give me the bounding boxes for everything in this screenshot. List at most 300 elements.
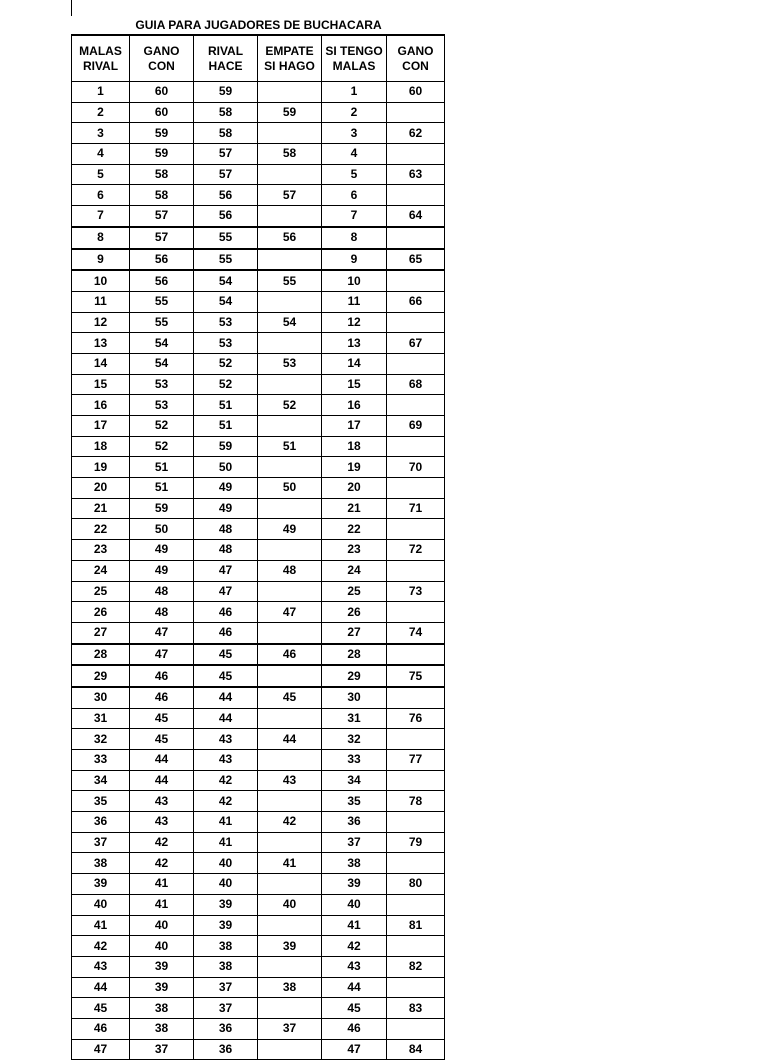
- table-cell: 19: [72, 457, 130, 478]
- table-cell: 76: [387, 708, 445, 729]
- table-row: [72, 622, 445, 643]
- table-cell: [258, 291, 322, 312]
- table-cell: 46: [72, 1018, 130, 1039]
- table-row: [72, 602, 445, 623]
- table-cell: 57: [194, 164, 258, 185]
- table-cell: 48: [194, 519, 258, 540]
- table-cell: 31: [322, 708, 387, 729]
- table-row: [72, 1018, 445, 1039]
- table-cell: 58: [130, 185, 194, 206]
- table-cell: 78: [387, 791, 445, 812]
- table-cell: 36: [194, 1018, 258, 1039]
- table-cell: 46: [194, 602, 258, 623]
- table-cell: 54: [130, 333, 194, 354]
- table-cell: 6: [322, 185, 387, 206]
- table-cell: 60: [130, 82, 194, 103]
- table-cell: 19: [322, 457, 387, 478]
- header-row: [72, 35, 445, 82]
- table-cell: 56: [130, 249, 194, 271]
- table-cell: 40: [258, 894, 322, 915]
- table-cell: 34: [72, 770, 130, 791]
- table-row: [72, 82, 445, 103]
- table-row: [72, 956, 445, 977]
- table-cell: 29: [322, 665, 387, 687]
- table-cell: 36: [322, 812, 387, 833]
- table-cell: [258, 206, 322, 227]
- table-cell: 58: [130, 164, 194, 185]
- table-cell: 52: [130, 436, 194, 457]
- table-cell: [387, 478, 445, 499]
- table-cell: 47: [130, 644, 194, 666]
- col-header-rival-hace: [194, 35, 258, 82]
- table-row: [72, 915, 445, 936]
- table-cell: 9: [322, 249, 387, 271]
- table-cell: 32: [72, 729, 130, 750]
- table-cell: 41: [130, 874, 194, 895]
- table-row: [72, 770, 445, 791]
- table-cell: 37: [194, 977, 258, 998]
- table-cell: [387, 144, 445, 165]
- table-cell: 6: [72, 185, 130, 206]
- table-row: [72, 1039, 445, 1060]
- table-cell: [387, 853, 445, 874]
- table-cell: 43: [194, 750, 258, 771]
- table-cell: [258, 457, 322, 478]
- table-row: [72, 832, 445, 853]
- table-cell: 36: [72, 812, 130, 833]
- table-cell: 30: [322, 687, 387, 708]
- table-cell: 59: [130, 144, 194, 165]
- table-cell: 43: [322, 956, 387, 977]
- table-cell: 69: [387, 416, 445, 437]
- table-cell: 38: [322, 853, 387, 874]
- table-row: [72, 457, 445, 478]
- table-cell: [387, 560, 445, 581]
- table-row: [72, 102, 445, 123]
- table-cell: [258, 874, 322, 895]
- table-row: [72, 791, 445, 812]
- table-row: [72, 436, 445, 457]
- table-cell: 2: [322, 102, 387, 123]
- table-cell: 45: [130, 729, 194, 750]
- table-cell: 40: [130, 936, 194, 957]
- table-row: [72, 498, 445, 519]
- table-cell: [258, 665, 322, 687]
- table-cell: 59: [258, 102, 322, 123]
- table-cell: 26: [322, 602, 387, 623]
- table-cell: 37: [194, 998, 258, 1019]
- table-cell: 38: [258, 977, 322, 998]
- table-row: [72, 123, 445, 144]
- header-line: SI TENGO: [325, 43, 383, 58]
- table-cell: 80: [387, 874, 445, 895]
- table-cell: 52: [130, 416, 194, 437]
- table-cell: 23: [72, 540, 130, 561]
- header-line: RIVAL: [207, 43, 244, 58]
- col-header-empate-si-hago: [258, 35, 322, 82]
- table-cell: 25: [72, 581, 130, 602]
- table-cell: [387, 270, 445, 291]
- table-cell: [387, 729, 445, 750]
- table-cell: 24: [322, 560, 387, 581]
- table-cell: 13: [322, 333, 387, 354]
- table-cell: 47: [194, 560, 258, 581]
- table-cell: 20: [322, 478, 387, 499]
- header-line: GANO: [397, 43, 434, 58]
- table-row: [72, 812, 445, 833]
- table-cell: 43: [130, 791, 194, 812]
- page-title: GUIA PARA JUGADORES DE BUCHACARA: [135, 18, 382, 32]
- table-cell: 57: [130, 227, 194, 249]
- table-cell: 38: [194, 956, 258, 977]
- table-cell: 48: [130, 581, 194, 602]
- table-cell: [387, 353, 445, 374]
- table-cell: [387, 102, 445, 123]
- table-row: [72, 540, 445, 561]
- table-cell: 41: [130, 894, 194, 915]
- table-row: [72, 977, 445, 998]
- table-cell: [258, 123, 322, 144]
- table-cell: 47: [322, 1039, 387, 1060]
- table-cell: 8: [322, 227, 387, 249]
- table-row: [72, 478, 445, 499]
- table-row: [72, 750, 445, 771]
- table-cell: 32: [322, 729, 387, 750]
- table-cell: 59: [130, 498, 194, 519]
- table-cell: 3: [322, 123, 387, 144]
- table-cell: 74: [387, 622, 445, 643]
- table-cell: 38: [72, 853, 130, 874]
- table-cell: 79: [387, 832, 445, 853]
- table-row: [72, 416, 445, 437]
- table-cell: [387, 936, 445, 957]
- table-row: [72, 291, 445, 312]
- table-cell: 53: [194, 312, 258, 333]
- table-cell: [258, 498, 322, 519]
- table-cell: 56: [194, 206, 258, 227]
- table-cell: [258, 832, 322, 853]
- table-cell: 59: [194, 82, 258, 103]
- table-cell: 42: [322, 936, 387, 957]
- table-cell: [387, 436, 445, 457]
- table-cell: 43: [72, 956, 130, 977]
- table-cell: 39: [130, 956, 194, 977]
- table-cell: 83: [387, 998, 445, 1019]
- table-cell: 7: [72, 206, 130, 227]
- table-cell: 5: [322, 164, 387, 185]
- col-header-gano-con: [130, 35, 194, 82]
- table-cell: 37: [130, 1039, 194, 1060]
- table-row: [72, 874, 445, 895]
- table-cell: 30: [72, 687, 130, 708]
- table-cell: 11: [72, 291, 130, 312]
- table-cell: 42: [130, 853, 194, 874]
- table-row: [72, 185, 445, 206]
- header-line: RIVAL: [82, 58, 119, 73]
- table-cell: 39: [322, 874, 387, 895]
- table-cell: 33: [72, 750, 130, 771]
- table-cell: 39: [258, 936, 322, 957]
- table-cell: 42: [194, 791, 258, 812]
- table-cell: 37: [72, 832, 130, 853]
- header-line: MALAS: [79, 43, 122, 58]
- table-cell: 57: [258, 185, 322, 206]
- table-cell: 66: [387, 291, 445, 312]
- table-cell: 56: [258, 227, 322, 249]
- table-cell: 71: [387, 498, 445, 519]
- table-cell: 1: [322, 82, 387, 103]
- table-cell: [258, 1039, 322, 1060]
- table-row: [72, 395, 445, 416]
- table-cell: [258, 249, 322, 271]
- table-row: [72, 665, 445, 687]
- table-cell: 70: [387, 457, 445, 478]
- table-cell: 73: [387, 581, 445, 602]
- table-cell: 72: [387, 540, 445, 561]
- table-cell: 63: [387, 164, 445, 185]
- table-row: [72, 333, 445, 354]
- table-cell: 47: [194, 581, 258, 602]
- table-cell: 44: [72, 977, 130, 998]
- table-cell: [387, 644, 445, 666]
- table-cell: 62: [387, 123, 445, 144]
- table-cell: 38: [194, 936, 258, 957]
- table-row: [72, 853, 445, 874]
- table-cell: 55: [258, 270, 322, 291]
- table-cell: 15: [72, 374, 130, 395]
- table-cell: 48: [194, 540, 258, 561]
- table-cell: 44: [130, 770, 194, 791]
- table-cell: 42: [258, 812, 322, 833]
- table-cell: 40: [72, 894, 130, 915]
- left-border-line: [71, 0, 72, 16]
- table-cell: 50: [258, 478, 322, 499]
- table-cell: [258, 791, 322, 812]
- table-cell: [258, 333, 322, 354]
- table-cell: 48: [130, 602, 194, 623]
- table-cell: [258, 915, 322, 936]
- table-cell: 84: [387, 1039, 445, 1060]
- table-cell: 24: [72, 560, 130, 581]
- table-cell: 41: [258, 853, 322, 874]
- table-cell: 64: [387, 206, 445, 227]
- table-row: [72, 581, 445, 602]
- table-cell: 14: [72, 353, 130, 374]
- table-cell: 47: [130, 622, 194, 643]
- table-cell: 31: [72, 708, 130, 729]
- table-cell: 51: [130, 478, 194, 499]
- table-row: [72, 729, 445, 750]
- table-row: [72, 164, 445, 185]
- table-cell: 49: [194, 478, 258, 499]
- table-cell: [387, 185, 445, 206]
- table-cell: 27: [322, 622, 387, 643]
- table-cell: 29: [72, 665, 130, 687]
- table-cell: 77: [387, 750, 445, 771]
- table-cell: 52: [194, 374, 258, 395]
- table-cell: 56: [194, 185, 258, 206]
- table-cell: 5: [72, 164, 130, 185]
- table-cell: 44: [258, 729, 322, 750]
- table-cell: [387, 770, 445, 791]
- table-cell: 82: [387, 956, 445, 977]
- table-cell: 47: [72, 1039, 130, 1060]
- table-cell: 38: [130, 998, 194, 1019]
- table-cell: 11: [322, 291, 387, 312]
- header-line: CON: [402, 58, 429, 73]
- table-cell: 45: [258, 687, 322, 708]
- table-cell: 54: [194, 291, 258, 312]
- header-line: HACE: [208, 58, 243, 73]
- table-cell: 43: [130, 812, 194, 833]
- table-cell: [387, 1018, 445, 1039]
- table-cell: 75: [387, 665, 445, 687]
- table-cell: 51: [130, 457, 194, 478]
- table-cell: 33: [322, 750, 387, 771]
- table-row: [72, 353, 445, 374]
- table-cell: 18: [72, 436, 130, 457]
- table-cell: 60: [387, 82, 445, 103]
- table-cell: 65: [387, 249, 445, 271]
- table-cell: 42: [72, 936, 130, 957]
- header-line: EMPATE: [265, 43, 314, 58]
- table-cell: 59: [194, 436, 258, 457]
- col-header-gano-con-2: [387, 35, 445, 82]
- table-cell: 43: [194, 729, 258, 750]
- table-cell: [387, 312, 445, 333]
- table-cell: 21: [322, 498, 387, 519]
- table-row: [72, 687, 445, 708]
- table-cell: [258, 708, 322, 729]
- table-cell: 44: [130, 750, 194, 771]
- table-cell: 45: [194, 665, 258, 687]
- table-cell: 28: [322, 644, 387, 666]
- table-cell: 7: [322, 206, 387, 227]
- table-cell: 53: [258, 353, 322, 374]
- table-cell: 54: [258, 312, 322, 333]
- table-cell: 18: [322, 436, 387, 457]
- table-cell: 45: [322, 998, 387, 1019]
- table-cell: 41: [322, 915, 387, 936]
- scoring-guide-table: [71, 34, 445, 1060]
- table-cell: 51: [194, 395, 258, 416]
- table-cell: 81: [387, 915, 445, 936]
- header-line: SI HAGO: [264, 58, 315, 73]
- table-cell: 41: [194, 832, 258, 853]
- table-row: [72, 644, 445, 666]
- table-row: [72, 560, 445, 581]
- table-cell: [387, 977, 445, 998]
- table-body: [72, 82, 445, 1060]
- table-cell: [258, 622, 322, 643]
- header-line: MALAS: [332, 58, 376, 73]
- table-cell: 53: [130, 374, 194, 395]
- table-cell: [258, 416, 322, 437]
- table-cell: 16: [322, 395, 387, 416]
- table-cell: 55: [194, 227, 258, 249]
- table-cell: 42: [130, 832, 194, 853]
- table-cell: 26: [72, 602, 130, 623]
- table-cell: 22: [322, 519, 387, 540]
- table-cell: 48: [258, 560, 322, 581]
- table-cell: 39: [194, 915, 258, 936]
- table-row: [72, 894, 445, 915]
- table-cell: 54: [194, 270, 258, 291]
- table-cell: 40: [322, 894, 387, 915]
- table-cell: [258, 956, 322, 977]
- table-cell: 42: [194, 770, 258, 791]
- table-cell: 4: [72, 144, 130, 165]
- table-cell: 46: [258, 644, 322, 666]
- table-cell: 23: [322, 540, 387, 561]
- table-cell: 4: [322, 144, 387, 165]
- table-cell: 14: [322, 353, 387, 374]
- table-cell: 58: [258, 144, 322, 165]
- table-cell: 47: [258, 602, 322, 623]
- table-cell: 57: [130, 206, 194, 227]
- table-cell: 27: [72, 622, 130, 643]
- table-cell: 68: [387, 374, 445, 395]
- table-cell: 10: [72, 270, 130, 291]
- table-cell: [387, 227, 445, 249]
- table-cell: 13: [72, 333, 130, 354]
- table-row: [72, 374, 445, 395]
- table-cell: [258, 82, 322, 103]
- table-cell: 45: [194, 644, 258, 666]
- header-line: CON: [148, 58, 175, 73]
- table-cell: 10: [322, 270, 387, 291]
- table-cell: 12: [72, 312, 130, 333]
- table-cell: [387, 602, 445, 623]
- table-cell: 49: [130, 560, 194, 581]
- table-row: [72, 998, 445, 1019]
- table-cell: 49: [130, 540, 194, 561]
- table-cell: 58: [194, 123, 258, 144]
- table-cell: 55: [130, 291, 194, 312]
- table-cell: 40: [194, 874, 258, 895]
- table-cell: 22: [72, 519, 130, 540]
- table-cell: 51: [194, 416, 258, 437]
- table-cell: 17: [72, 416, 130, 437]
- table-cell: 20: [72, 478, 130, 499]
- table-cell: 57: [194, 144, 258, 165]
- table-cell: [258, 998, 322, 1019]
- table-cell: 12: [322, 312, 387, 333]
- table-cell: 39: [130, 977, 194, 998]
- table-cell: 25: [322, 581, 387, 602]
- table-cell: 39: [72, 874, 130, 895]
- table-cell: [258, 581, 322, 602]
- table-cell: 1: [72, 82, 130, 103]
- table-cell: 45: [72, 998, 130, 1019]
- col-header-malas-rival: [72, 35, 130, 82]
- table-cell: 67: [387, 333, 445, 354]
- table-cell: 50: [194, 457, 258, 478]
- table-cell: 54: [130, 353, 194, 374]
- table-cell: 55: [130, 312, 194, 333]
- table-cell: 28: [72, 644, 130, 666]
- table-cell: [258, 164, 322, 185]
- table-cell: 46: [130, 687, 194, 708]
- table-cell: 44: [194, 687, 258, 708]
- table-cell: 52: [194, 353, 258, 374]
- table-cell: 8: [72, 227, 130, 249]
- table-cell: 16: [72, 395, 130, 416]
- table-row: [72, 270, 445, 291]
- table-cell: 49: [258, 519, 322, 540]
- table-cell: 39: [194, 894, 258, 915]
- table-cell: 15: [322, 374, 387, 395]
